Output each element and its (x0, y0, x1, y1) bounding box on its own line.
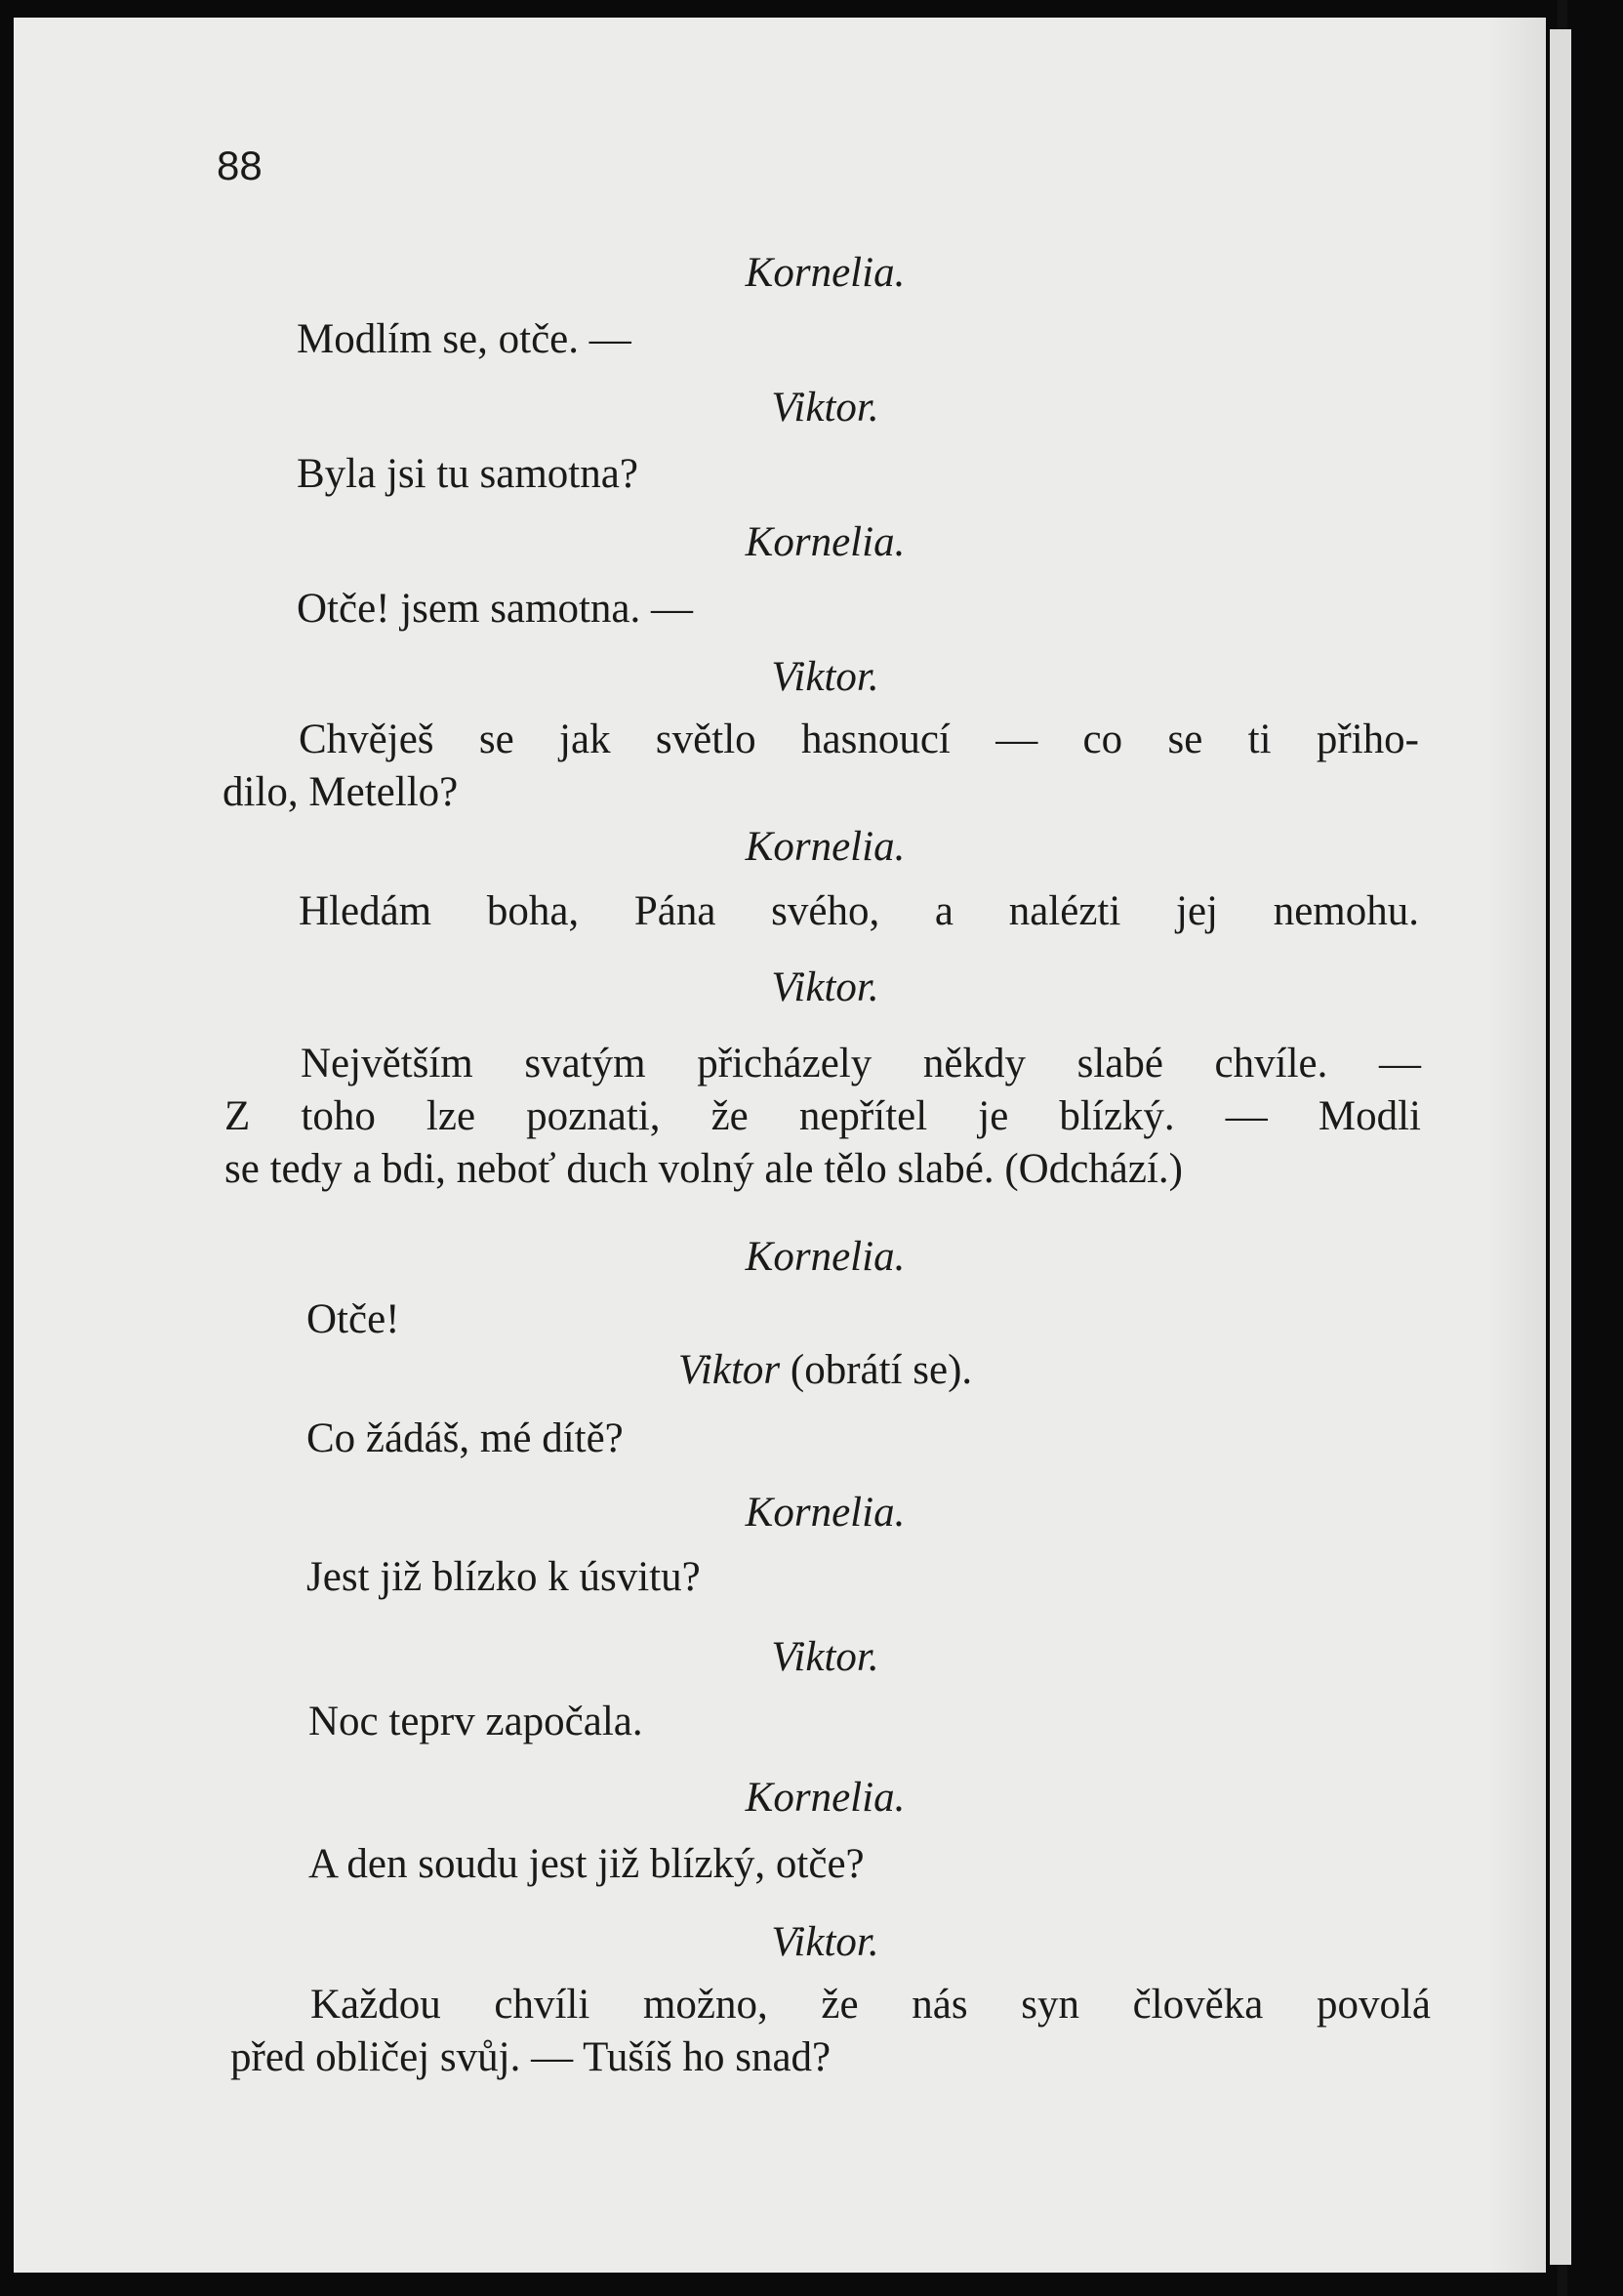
speaker-viktor: Viktor. (771, 1634, 879, 1680)
speaker-kornelia: Kornelia. (745, 1775, 906, 1821)
dialogue-line: Byla jsi tu samotna? (297, 451, 638, 497)
speaker-kornelia: Kornelia. (745, 1234, 906, 1280)
dialogue-line: Chvěješ se jak světlo hasnoucí — co se ti přiho- (299, 717, 1419, 762)
dialogue-line: dilo, Metello? (223, 769, 459, 815)
dialogue-line: Otče! (306, 1296, 400, 1342)
dialogue-line: před obličej svůj. — Tušíš ho snad? (230, 2034, 832, 2080)
speaker-kornelia: Kornelia. (745, 250, 906, 296)
dialogue-line: Noc teprv započala. (308, 1699, 643, 1744)
dialogue-line: Co žádáš, mé dítě? (306, 1415, 624, 1461)
speaker-viktor: Viktor. (771, 1919, 879, 1965)
speaker-viktor-direction (14, 1347, 1546, 1394)
speaker-name: Viktor (677, 1347, 781, 1393)
dialogue-line: Jest již blízko k úsvitu? (306, 1554, 701, 1600)
speaker-kornelia: Kornelia. (745, 824, 906, 870)
speaker-viktor: Viktor. (771, 654, 879, 700)
book-page (14, 18, 1546, 2273)
dialogue-line: Modlím se, otče. — (297, 316, 631, 362)
speaker-kornelia: Kornelia. (745, 1490, 906, 1536)
dialogue-line: A den soudu jest již blízký, otče? (308, 1841, 865, 1887)
dialogue-line: Hledám boha, Pána svého, a nalézti jej nemohu. (299, 888, 1419, 934)
page-number: 88 (217, 143, 263, 188)
stage-direction: (obrátí se). (780, 1347, 973, 1393)
dialogue-line: Největším svatým přicházely někdy slabé chvíle. — (301, 1041, 1421, 1086)
speaker-viktor: Viktor. (771, 964, 879, 1010)
dialogue-line: Otče! jsem samotna. — (297, 586, 694, 632)
book-page-edge (1550, 29, 1571, 2265)
dialogue-line: Každou chvíli možno, že nás syn člověka povolá (310, 1982, 1431, 2028)
speaker-kornelia: Kornelia. (745, 519, 906, 565)
speaker-viktor: Viktor. (771, 385, 879, 430)
dialogue-line: Z toho lze poznati, že nepřítel je blízký. — Modli (224, 1093, 1421, 1139)
dialogue-line: se tedy a bdi, neboť duch volný ale tělo slabé. (Odchází.) (224, 1146, 1183, 1192)
